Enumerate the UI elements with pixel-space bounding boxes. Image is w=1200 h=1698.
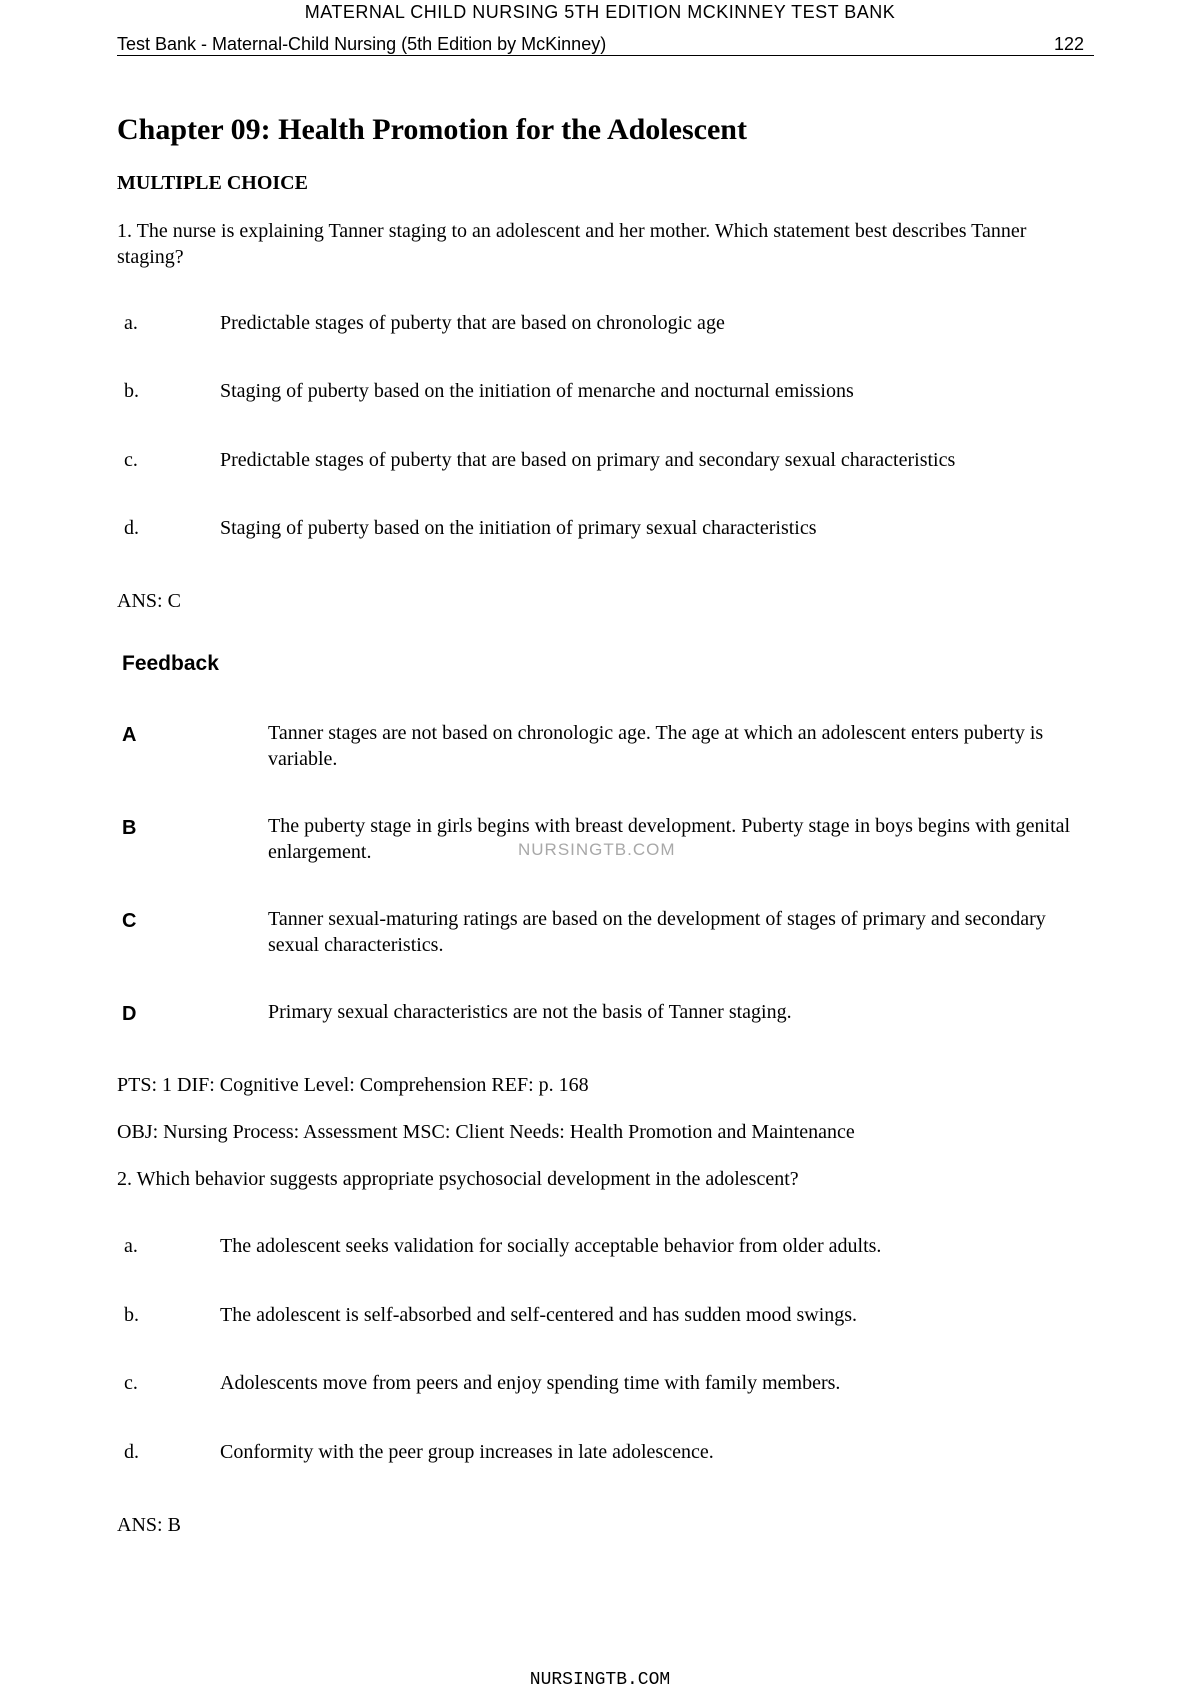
option-letter: a. [124, 312, 138, 334]
q1-meta-line-1: PTS: 1 DIF: Cognitive Level: Comprehension REF: p. 168 [117, 1074, 589, 1096]
feedback-text: Tanner sexual-maturing ratings are based on the development of stages of primary and secondary sexual characteristics. [268, 908, 1046, 956]
option-letter: c. [124, 1372, 138, 1394]
feedback-letter: A [122, 724, 137, 746]
running-title: Test Bank - Maternal-Child Nursing (5th Edition by McKinney) [117, 34, 607, 54]
q1-answer: ANS: C [117, 590, 181, 612]
header-rule [117, 55, 1094, 56]
feedback-heading: Feedback [122, 652, 219, 675]
feedback-text: Primary sexual characteristics are not the basis of Tanner staging. [268, 1001, 792, 1023]
question-2-stem: 2. Which behavior suggests appropriate psychosocial development in the adolescent? [117, 1168, 799, 1190]
chapter-title: Chapter 09: Health Promotion for the Adolescent [117, 113, 747, 146]
option-text: Staging of puberty based on the initiation of menarche and nocturnal emissions [220, 380, 854, 402]
option-text: Staging of puberty based on the initiation of primary sexual characteristics [220, 517, 817, 539]
q2-answer: ANS: B [117, 1514, 181, 1536]
option-letter: a. [124, 1235, 138, 1257]
option-letter: c. [124, 449, 138, 471]
question-1-stem: 1. The nurse is explaining Tanner staging to an adolescent and her mother. Which statement best describes Tanner staging? [117, 220, 1027, 268]
feedback-letter: C [122, 910, 137, 932]
option-text: Adolescents move from peers and enjoy spending time with family members. [220, 1372, 841, 1394]
watermark: NURSINGTB.COM [518, 840, 676, 859]
section-heading: MULTIPLE CHOICE [117, 172, 308, 194]
page-number: 122 [1054, 34, 1085, 54]
option-text: Predictable stages of puberty that are based on chronologic age [220, 312, 725, 334]
feedback-text: The puberty stage in girls begins with breast development. Puberty stage in boys begins with genital enlargement. [268, 815, 1071, 863]
option-text: Conformity with the peer group increases in late adolescence. [220, 1441, 714, 1463]
option-letter: d. [124, 1441, 139, 1463]
option-letter: d. [124, 517, 139, 539]
option-text: The adolescent seeks validation for socially acceptable behavior from older adults. [220, 1235, 882, 1257]
option-letter: b. [124, 380, 139, 402]
feedback-text: Tanner stages are not based on chronologic age. The age at which an adolescent enters puberty is variable. [268, 722, 1044, 770]
feedback-letter: B [122, 817, 137, 839]
option-letter: b. [124, 1304, 139, 1326]
header-banner: MATERNAL CHILD NURSING 5TH EDITION MCKINNEY TEST BANK [304, 2, 896, 22]
q1-meta-line-2: OBJ: Nursing Process: Assessment MSC: Client Needs: Health Promotion and Maintenance [117, 1121, 855, 1143]
option-text: Predictable stages of puberty that are based on primary and secondary sexual characteristics [220, 449, 956, 471]
feedback-letter: D [122, 1003, 137, 1025]
footer-watermark: NURSINGTB.COM [529, 1670, 671, 1690]
option-text: The adolescent is self-absorbed and self-centered and has sudden mood swings. [220, 1304, 858, 1326]
